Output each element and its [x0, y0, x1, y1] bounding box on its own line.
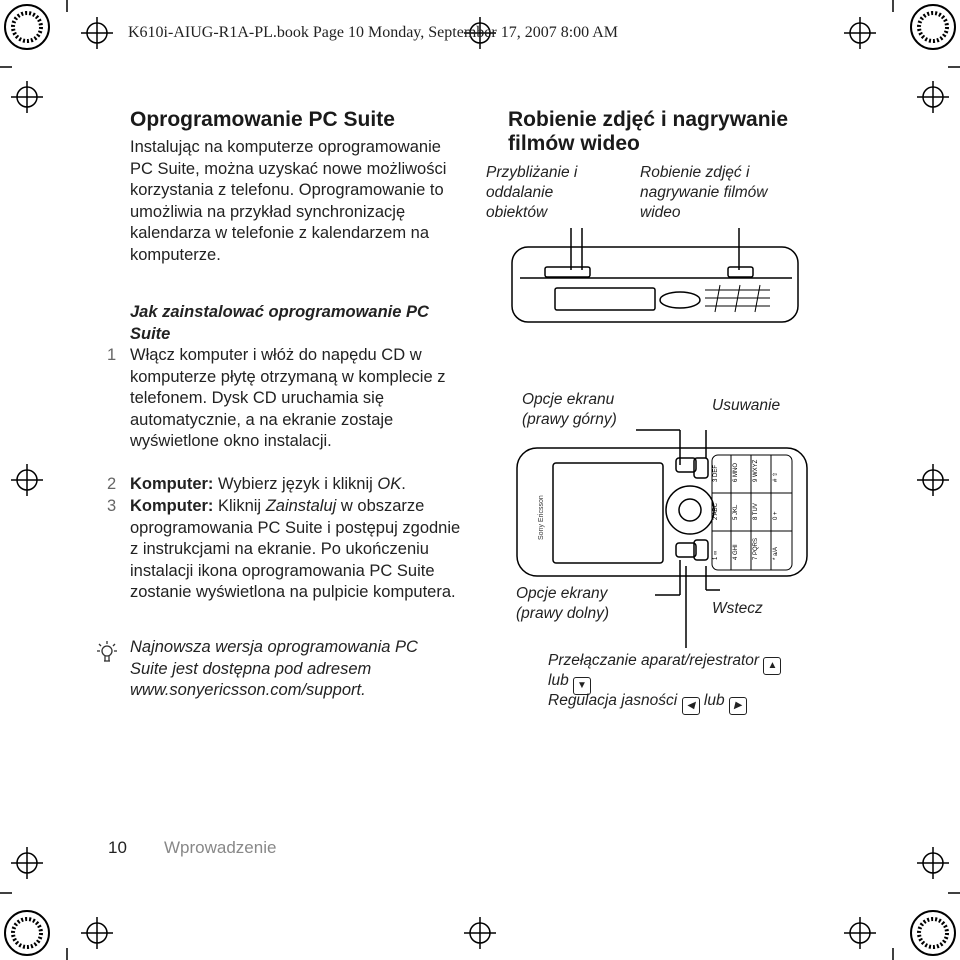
keypad-grid	[712, 455, 792, 570]
step-text: Włącz komputer i włóż do napędu CD w komputerze płytę otrzymaną w komplecie z telefonem. Dysk CD uruchamia się automatycznie, a na ekranie zostaje wyświetlone okno instalacji.	[130, 346, 446, 450]
step-number: 2	[107, 475, 117, 493]
svg-text:7 PQRS: 7 PQRS	[753, 537, 759, 560]
phone-screen-front	[553, 463, 663, 563]
svg-text:5 JKL: 5 JKL	[733, 504, 739, 520]
navigation-key	[666, 486, 714, 534]
svg-text:0 +: 0 +	[773, 511, 779, 520]
svg-text:6 MNO: 6 MNO	[733, 462, 739, 482]
label-screen-top: Opcje ekranu (prawy górny)	[522, 391, 617, 428]
install-term: Zainstaluj	[265, 497, 337, 515]
nav-left-key-icon: ◀	[682, 697, 700, 715]
nav-down-key-icon: ▼	[573, 677, 591, 695]
install-subheading: Jak zainstalować oprogramowanie PC Suite	[130, 303, 429, 343]
intro-paragraph: Instalując na komputerze oprogramowanie PC Suite, można uzyskać nowe możliwości korzystania z telefonu. Oprogramowanie to umożliwia na przykład synchronizację kalendarza w telefonie z kalendarzem na komputerze.	[130, 138, 447, 264]
label-brightness: Regulacja jasności	[548, 692, 678, 709]
page-number: 10	[108, 838, 127, 857]
section-title-camera: Robienie zdjęć i nagrywanie filmów wideo	[508, 108, 789, 155]
step-instruction: Wybierz język i kliknij	[213, 475, 378, 493]
label-zoom: Przybliżanie i oddalanie obiektów	[486, 164, 578, 221]
label-or: lub	[703, 692, 725, 709]
svg-text:3 DEF: 3 DEF	[713, 464, 719, 482]
svg-text:9 WXYZ: 9 WXYZ	[753, 459, 759, 482]
softkey-bottom	[676, 543, 696, 557]
label-delete: Usuwanie	[712, 397, 781, 414]
section-title-pc-suite: Oprogramowanie PC Suite	[130, 108, 395, 131]
step-number: 1	[107, 346, 117, 364]
step-continuation: w obszarze oprogramowania PC Suite i postępuj zgodnie z instrukcjami na ekranie. Po ukończeniu instalacji ikona oprogramowania PC Suite zostanie wyświetlona na pulpicie komputera.	[130, 497, 461, 601]
book-header-line: K610i-AIUG-R1A-PL.book Page 10 Monday, September 17, 2007 8:00 AM	[128, 24, 619, 41]
step-actor: Komputer:	[130, 497, 214, 515]
section-name: Wprowadzenie	[164, 838, 277, 857]
label-capture: Robienie zdjęć i nagrywanie filmów wideo	[640, 164, 768, 221]
phone-brand-logo: Sony Ericsson	[538, 495, 545, 540]
brightness-line	[548, 691, 747, 715]
label-switch-mode: Przełączanie aparat/rejestrator	[548, 652, 760, 669]
svg-text:* a/A: * a/A	[773, 546, 779, 560]
label-back: Wstecz	[712, 600, 763, 617]
step-instruction: Kliknij	[213, 497, 266, 515]
label-or: lub	[548, 672, 569, 689]
nav-up-key-icon: ▲	[763, 657, 781, 675]
svg-text:2 ABC: 2 ABC	[713, 502, 719, 520]
svg-text:1 ∞: 1 ∞	[713, 550, 719, 560]
ok-term: OK	[377, 475, 402, 493]
step-actor: Komputer:	[130, 475, 214, 493]
step-end: .	[401, 475, 406, 493]
nav-right-key-icon: ▶	[729, 697, 747, 715]
softkey-top	[676, 458, 696, 472]
svg-text:8 TUV: 8 TUV	[753, 503, 759, 520]
step-number: 3	[107, 497, 117, 515]
label-screen-bottom: Opcje ekrany (prawy dolny)	[516, 585, 610, 622]
svg-text:4 GHI: 4 GHI	[733, 544, 739, 560]
svg-text:# ⇧: # ⇧	[773, 471, 779, 482]
phone-body-front	[517, 448, 807, 576]
tip-text: Najnowsza wersja oprogramowania PC Suite jest dostępna pod adresem www.sonyericsson.com/support.	[130, 638, 418, 699]
